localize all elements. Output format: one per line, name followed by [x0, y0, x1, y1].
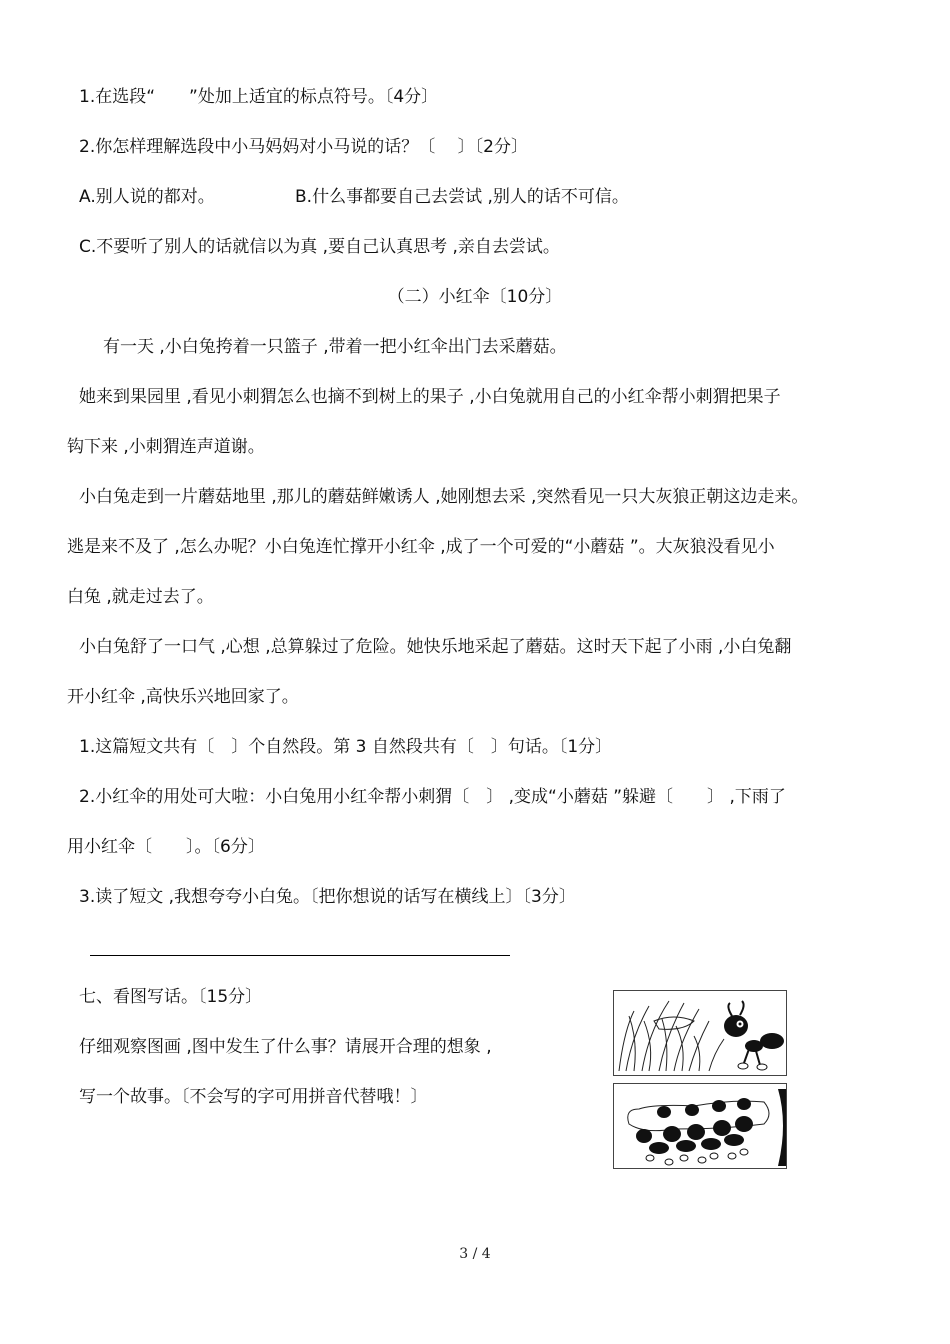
passage-question-2-line-1: 2.小红伞的用处可大啦：小白兔用小红伞帮小刺猬〔 〕 ,变成“小蘑菇 ”躲避〔 〕 ,下雨了	[79, 787, 786, 807]
ants-team-illustration	[614, 1084, 786, 1168]
picture-ant-finds-bone	[613, 990, 787, 1076]
passage-question-3: 3.读了短文 ,我想夸夸小白兔。〔把你想说的话写在横线上〕〔3分〕	[79, 887, 576, 907]
paragraph-4-line-2: 开小红伞 ,高快乐兴地回家了。	[67, 687, 299, 707]
paragraph-2-line-2: 钩下来 ,小刺猬连声道谢。	[67, 437, 265, 457]
picture-ants-carry-bone	[613, 1083, 787, 1169]
question-2: 2.你怎样理解选段中小马妈妈对小马说的话？〔 〕〔2分〕	[79, 137, 528, 157]
passage-question-1: 1.这篇短文共有〔 〕个自然段。第 3 自然段共有〔 〕句话。〔1分〕	[79, 737, 613, 757]
page-number: 3 / 4	[459, 1246, 491, 1262]
option-c: C.不要听了别人的话就信以为真 ,要自己认真思考 ,亲自去尝试。	[79, 237, 560, 257]
paragraph-1: 有一天 ,小白兔挎着一只篮子 ,带着一把小红伞出门去采蘑菇。	[103, 337, 567, 357]
section-7-instruction-2: 写一个故事。〔不会写的字可用拼音代替哦！〕	[79, 1087, 428, 1107]
ant-grass-illustration	[614, 991, 786, 1075]
passage-title: （二）小红伞〔10分〕	[387, 287, 563, 307]
option-b: B.什么事都要自己去尝试 ,别人的话不可信。	[295, 187, 629, 207]
option-a: A.别人说的都对。	[79, 187, 215, 207]
answer-line[interactable]	[90, 955, 510, 956]
paragraph-2-line-1: 她来到果园里 ,看见小刺猬怎么也摘不到树上的果子 ,小白兔就用自己的小红伞帮小刺猬把果子	[79, 387, 781, 407]
paragraph-4-line-1: 小白兔舒了一口气 ,心想 ,总算躲过了危险。她快乐地采起了蘑菇。这时天下起了小雨 ,小白兔翻	[79, 637, 792, 657]
section-7-instruction-1: 仔细观察图画 ,图中发生了什么事？请展开合理的想象 ,	[79, 1037, 492, 1057]
question-1: 1.在选段“ ”处加上适宜的标点符号。〔4分〕	[79, 87, 439, 107]
passage-question-2-line-2: 用小红伞〔 〕。〔6分〕	[67, 837, 265, 857]
paragraph-3-line-3: 白兔 ,就走过去了。	[67, 587, 214, 607]
section-7-title: 七、看图写话。〔15分〕	[79, 987, 263, 1007]
paragraph-3-line-1: 小白兔走到一片蘑菇地里 ,那儿的蘑菇鲜嫩诱人 ,她刚想去采 ,突然看见一只大灰狼正朝这边走来。	[79, 487, 809, 507]
paragraph-3-line-2: 逃是来不及了 ,怎么办呢？小白兔连忙撑开小红伞 ,成了一个可爱的“小蘑菇 ”。大灰狼没看见小	[67, 537, 775, 557]
